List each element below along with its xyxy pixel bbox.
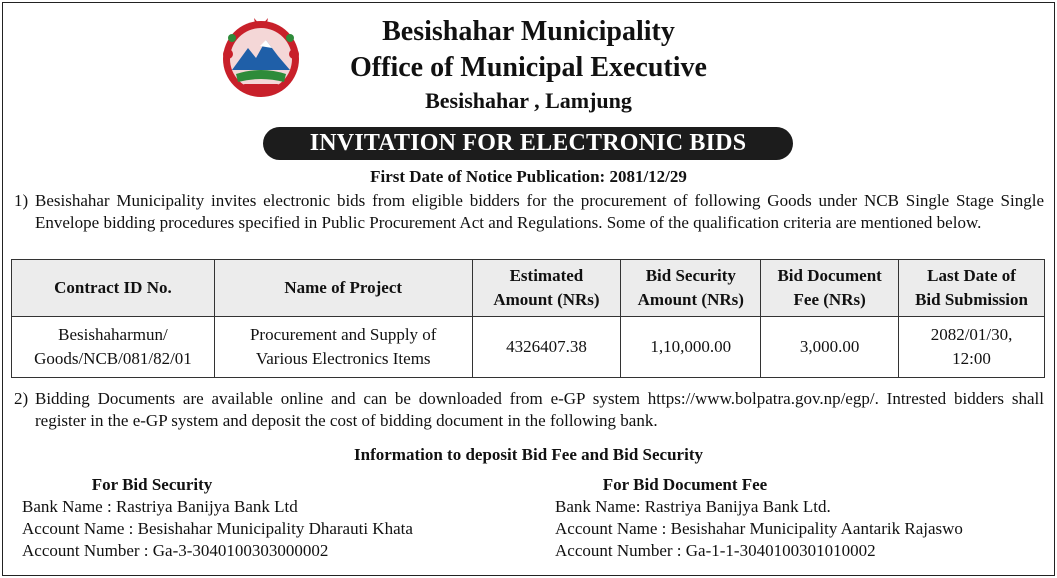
paragraph-1-number: 1) — [14, 191, 29, 210]
header-estimated-amount: Estimated Amount (NRs) — [472, 260, 621, 317]
bid-fee-account-name: Account Name : Besishahar Municipality Aantarik Rajaswo — [555, 519, 963, 538]
table-header-row — [12, 260, 1045, 317]
bid-fee-title: For Bid Document Fee — [602, 475, 768, 494]
bid-table — [11, 259, 1045, 378]
office-location: Besishahar , Lamjung — [425, 88, 632, 113]
paragraph-1 — [14, 190, 1044, 234]
bid-security-bank-name: Bank Name : Rastriya Banijya Bank Ltd — [22, 497, 298, 516]
cell-estimated-amount: 4326407.38 — [472, 317, 621, 378]
paragraph-2 — [14, 388, 1044, 432]
table-row — [12, 317, 1045, 378]
paragraph-1-text: Besishahar Municipality invites electronic bids from eligible bidders for the procurement of following Goods under NCB Single Stage Single Envelope bidding procedures specified in Public Procurement Act and Regulations. Some of the qualification criteria are mentioned below. — [35, 191, 1044, 232]
bid-security-title: For Bid Security — [91, 475, 213, 494]
header-contract-id: Contract ID No. — [12, 260, 215, 317]
cell-document-fee: 3,000.00 — [761, 317, 899, 378]
header-document-fee: Bid Document Fee (NRs) — [761, 260, 899, 317]
bid-fee-bank-block — [555, 474, 1025, 562]
bid-security-account-number: Account Number : Ga-3-3040100303000002 — [22, 541, 329, 560]
notice-title-banner: INVITATION FOR ELECTRONIC BIDS — [263, 127, 793, 160]
bid-security-bank-block — [22, 474, 462, 562]
office-name: Office of Municipal Executive — [350, 52, 707, 83]
paragraph-2-text: Bidding Documents are available online and can be downloaded from e-GP system https://www.bolpatra.gov.np/egp/. Intrested bidders shall register in the e-GP system and deposit the cost of bidding document in the following bank. — [35, 389, 1044, 430]
cell-project: Procurement and Supply of Various Electronics Items — [214, 317, 472, 378]
bid-fee-account-number: Account Number : Ga-1-1-3040100301010002 — [555, 541, 876, 560]
publication-date: First Date of Notice Publication: 2081/12/29 — [370, 167, 687, 186]
header-bid-security: Bid Security Amount (NRs) — [621, 260, 761, 317]
municipality-name: Besishahar Municipality — [382, 16, 675, 47]
deposit-info-title: Information to deposit Bid Fee and Bid Security — [354, 445, 703, 464]
paragraph-2-number: 2) — [14, 389, 29, 408]
header-project: Name of Project — [214, 260, 472, 317]
cell-last-date: 2082/01/30, 12:00 — [899, 317, 1045, 378]
cell-contract-id: Besishaharmun/ Goods/NCB/081/82/01 — [12, 317, 215, 378]
bid-fee-bank-name: Bank Name: Rastriya Banijya Bank Ltd. — [555, 497, 831, 516]
header-last-date: Last Date of Bid Submission — [899, 260, 1045, 317]
bid-security-account-name: Account Name : Besishahar Municipality Dharauti Khata — [22, 519, 413, 538]
notice-header — [0, 14, 1057, 116]
cell-bid-security: 1,10,000.00 — [621, 317, 761, 378]
